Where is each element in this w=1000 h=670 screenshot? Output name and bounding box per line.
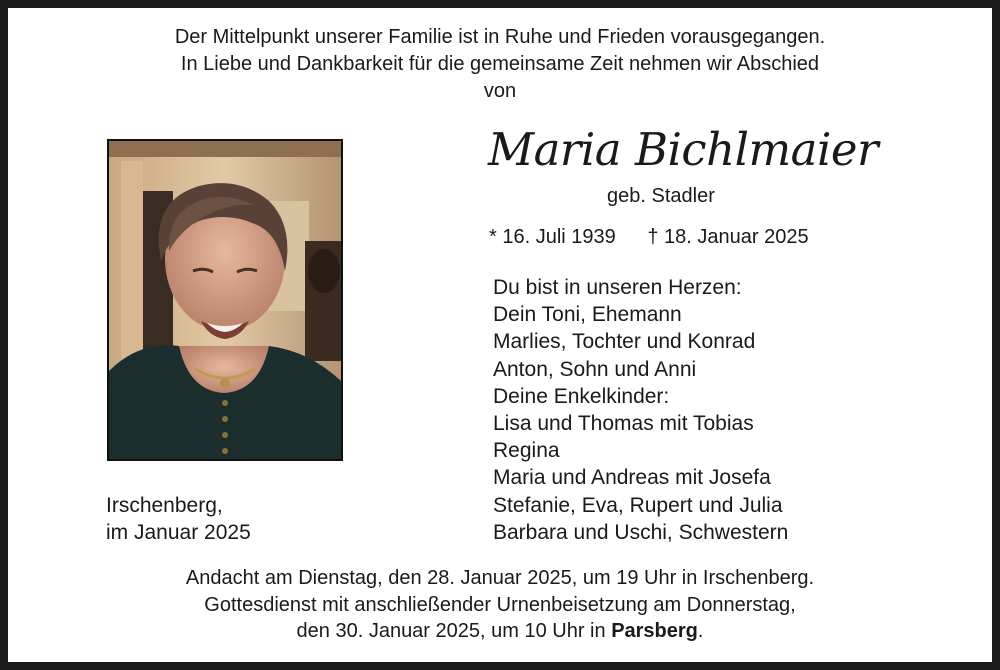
death-date: † 18. Januar 2025 xyxy=(647,226,809,248)
service-line-3-prefix: den 30. Januar 2025, um 10 Uhr in xyxy=(296,620,612,642)
intro-line-1: Der Mittelpunkt unserer Familie ist in Ruhe und Frieden vorausgegangen. xyxy=(174,26,826,48)
family-line: Anton, Sohn und Anni xyxy=(493,357,697,381)
birth-name: geb. Stadler xyxy=(607,185,715,207)
service-info xyxy=(0,565,1000,645)
place-and-date xyxy=(106,492,251,546)
service-location: Parsberg xyxy=(611,620,698,642)
service-line-1: Andacht am Dienstag, den 28. Januar 2025, um 19 Uhr in Irschenberg. xyxy=(185,567,815,589)
family-line: Lisa und Thomas mit Tobias xyxy=(493,412,754,436)
family-line: Marlies, Tochter und Konrad xyxy=(493,330,756,354)
service-line-3 xyxy=(0,618,1000,645)
birth-date: * 16. Juli 1939 xyxy=(489,226,616,248)
family-line: Barbara und Uschi, Schwestern xyxy=(493,520,789,544)
life-dates xyxy=(489,224,809,250)
family-line: Regina xyxy=(493,439,560,463)
deceased-name: Maria Bichlmaier xyxy=(488,123,879,176)
family-line: Du bist in unseren Herzen: xyxy=(493,276,742,299)
portrait-image xyxy=(109,141,341,459)
service-line-3-suffix: . xyxy=(697,620,704,642)
place-date: im Januar 2025 xyxy=(106,521,251,545)
intro-line-2: In Liebe und Dankbarkeit für die gemeinsame Zeit nehmen wir Abschied xyxy=(180,53,820,75)
family-line: Stefanie, Eva, Rupert und Julia xyxy=(493,493,783,517)
family-line: Dein Toni, Ehemann xyxy=(493,303,682,327)
family-list xyxy=(493,274,788,546)
family-line: Maria und Andreas mit Josefa xyxy=(493,466,771,490)
intro-text xyxy=(0,24,1000,105)
service-line-2: Gottesdienst mit anschließender Urnenbeisetzung am Donnerstag, xyxy=(204,593,796,616)
portrait-photo xyxy=(107,139,343,461)
place-city: Irschenberg, xyxy=(106,494,223,517)
intro-line-3: von xyxy=(483,80,517,102)
family-line: Deine Enkelkinder: xyxy=(493,384,670,408)
